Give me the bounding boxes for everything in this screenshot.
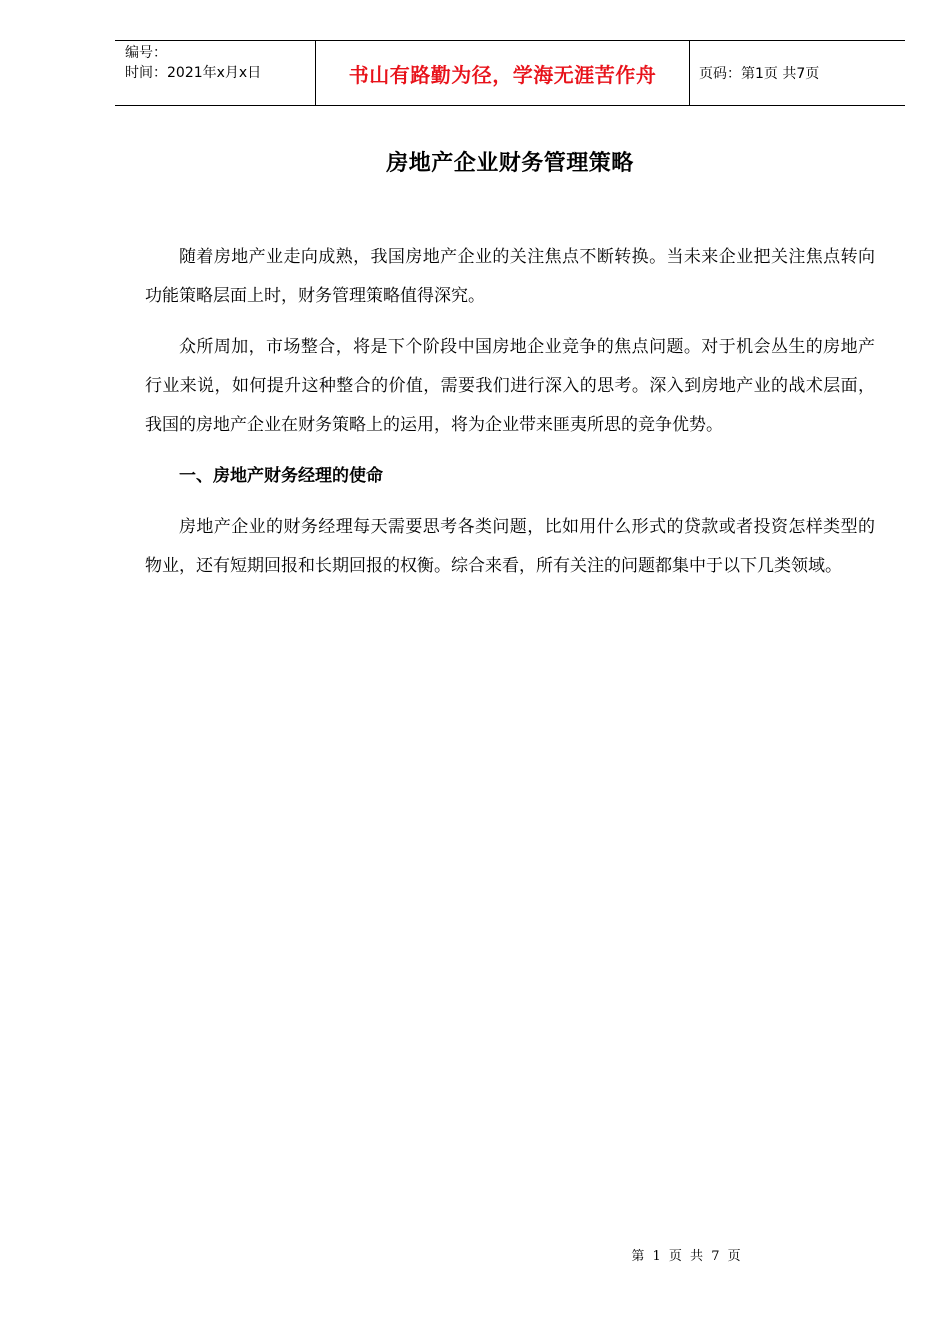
page-header bbox=[115, 40, 905, 106]
body-paragraph: 随着房地产业走向成熟，我国房地产企业的关注焦点不断转换。当未来企业把关注焦点转向功能策略层面上时，财务管理策略值得深究。 bbox=[145, 247, 875, 306]
page-footer: 第 1 页 共 7 页 bbox=[631, 1249, 741, 1264]
document-date: 时间：2021年x月x日 bbox=[125, 65, 262, 81]
header-page-info: 页码：第1页 共7页 bbox=[699, 66, 820, 82]
header-divider bbox=[689, 41, 690, 105]
document-number-label: 编号： bbox=[125, 45, 167, 61]
body-paragraph: 房地产企业的财务经理每天需要思考各类问题，比如用什么形式的贷款或者投资怎样类型的物业，还有短期回报和长期回报的权衡。综合来看，所有关注的问题都集中于以下几类领域。 bbox=[145, 517, 875, 576]
document-title: 房地产企业财务管理策略 bbox=[386, 151, 634, 176]
header-motto: 书山有路勤为径，学海无涯苦作舟 bbox=[348, 62, 657, 87]
header-meta bbox=[125, 43, 315, 83]
section-heading: 一、房地产财务经理的使命 bbox=[179, 466, 383, 486]
body-paragraph: 众所周加，市场整合，将是下个阶段中国房地企业竞争的焦点问题。对于机会丛生的房地产行业来说，如何提升这种整合的价值，需要我们进行深入的思考。深入到房地产业的战术层面，我国的房地产企业在财务策略上的运用，将为企业带来匪夷所思的竞争优势。 bbox=[145, 337, 875, 435]
document-body bbox=[145, 238, 875, 598]
